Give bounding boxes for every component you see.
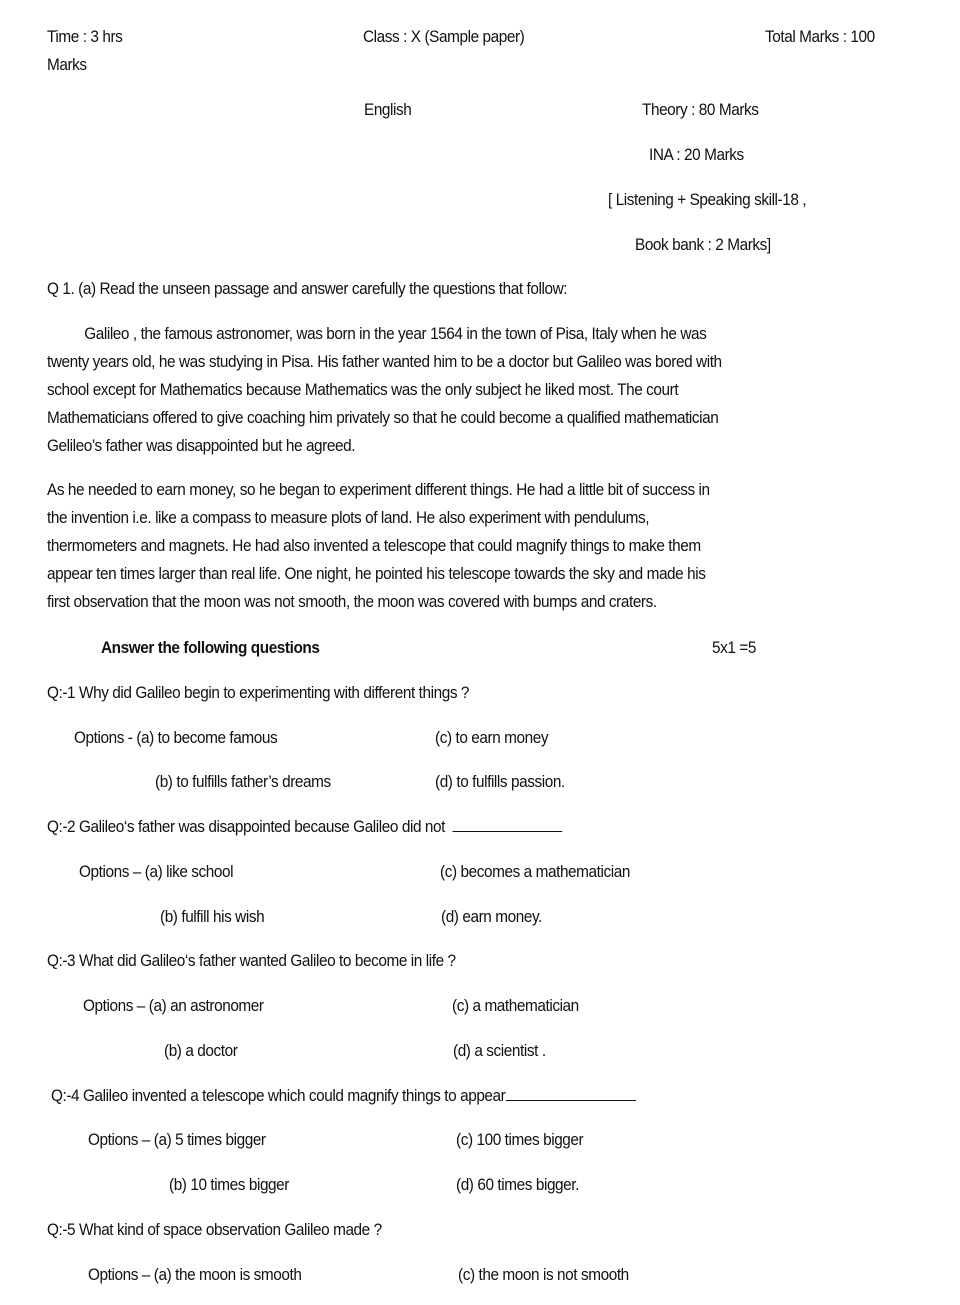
question-2 bbox=[47, 817, 562, 837]
time-label: Time : 3 hrs bbox=[47, 28, 123, 46]
passage-line: school except for Mathematics because Mathematics was the only subject he liked most. The court bbox=[47, 381, 679, 399]
passage-line: the invention i.e. like a compass to measure plots of land. He also experiment with pendulums, bbox=[47, 509, 650, 527]
q1-instruction: Q 1. (a) Read the unseen passage and answer carefully the questions that follow: bbox=[47, 280, 568, 298]
q4-option-b: (b) 10 times bigger bbox=[169, 1176, 289, 1194]
question-4 bbox=[51, 1086, 636, 1106]
passage-paragraph-2 bbox=[47, 476, 917, 616]
q3-option-a: Options – (a) an astronomer bbox=[83, 997, 264, 1015]
passage-paragraph-1 bbox=[47, 320, 917, 460]
q1-option-b: (b) to fulfills father’s dreams bbox=[155, 773, 331, 791]
question-1: Q:-1 Why did Galileo begin to experimenting with different things ? bbox=[47, 684, 470, 702]
passage-line: appear ten times larger than real life. One night, he pointed his telescope towards the sky and made his bbox=[47, 565, 706, 583]
listening-speaking-marks: [ Listening + Speaking skill-18 , bbox=[608, 191, 807, 209]
passage-line: thermometers and magnets. He had also invented a telescope that could magnify things to make them bbox=[47, 537, 701, 555]
question-4-text: Q:-4 Galileo invented a telescope which could magnify things to appear bbox=[51, 1087, 506, 1105]
q1-option-a: Options - (a) to become famous bbox=[74, 729, 278, 747]
passage-line: Mathematicians offered to give coaching him privately so that he could become a qualified mathematician bbox=[47, 409, 719, 427]
subject-label: English bbox=[364, 101, 412, 119]
total-marks-label: Total Marks : 100 bbox=[765, 28, 875, 46]
passage-line: As he needed to earn money, so he began to experiment different things. He had a little bit of success in bbox=[47, 481, 710, 499]
question-5: Q:-5 What kind of space observation Galileo made ? bbox=[47, 1221, 382, 1239]
answer-blank bbox=[505, 1099, 635, 1101]
passage-line: Galileo , the famous astronomer, was born in the year 1564 in the town of Pisa, Italy when he was bbox=[84, 325, 707, 343]
q5-option-a: Options – (a) the moon is smooth bbox=[88, 1266, 302, 1284]
q3-option-c: (c) a mathematician bbox=[452, 997, 579, 1015]
q1-option-c: (c) to earn money bbox=[435, 729, 549, 747]
q2-option-b: (b) fulfill his wish bbox=[160, 908, 265, 926]
time-marks-cont: Marks bbox=[47, 56, 87, 74]
class-label: Class : X (Sample paper) bbox=[363, 28, 525, 46]
q2-option-c: (c) becomes a mathematician bbox=[440, 863, 630, 881]
passage-line: Gelileo’s father was disappointed but he agreed. bbox=[47, 437, 356, 455]
answer-heading: Answer the following questions bbox=[101, 639, 320, 657]
marks-allocation: 5x1 =5 bbox=[712, 639, 757, 657]
q1-option-d: (d) to fulfills passion. bbox=[435, 773, 565, 791]
passage-line: twenty years old, he was studying in Pisa. His father wanted him to be a doctor but Galileo was bored with bbox=[47, 353, 722, 371]
theory-marks: Theory : 80 Marks bbox=[642, 101, 759, 119]
q4-option-a: Options – (a) 5 times bigger bbox=[88, 1131, 266, 1149]
ina-marks: INA : 20 Marks bbox=[649, 146, 744, 164]
q2-option-d: (d) earn money. bbox=[441, 908, 542, 926]
q4-option-d: (d) 60 times bigger. bbox=[456, 1176, 579, 1194]
passage-line: first observation that the moon was not smooth, the moon was covered with bumps and craters. bbox=[47, 593, 657, 611]
q2-option-a: Options – (a) like school bbox=[79, 863, 234, 881]
question-3: Q:-3 What did Galileo‘s father wanted Galileo to become in life ? bbox=[47, 952, 456, 970]
question-2-text: Q:-2 Galileo‘s father was disappointed because Galileo did not bbox=[47, 818, 445, 836]
book-bank-marks: Book bank : 2 Marks] bbox=[635, 236, 771, 254]
q5-option-c: (c) the moon is not smooth bbox=[458, 1266, 629, 1284]
q4-option-c: (c) 100 times bigger bbox=[456, 1131, 584, 1149]
q3-option-b: (b) a doctor bbox=[164, 1042, 238, 1060]
q3-option-d: (d) a scientist . bbox=[453, 1042, 546, 1060]
answer-blank bbox=[453, 830, 563, 832]
